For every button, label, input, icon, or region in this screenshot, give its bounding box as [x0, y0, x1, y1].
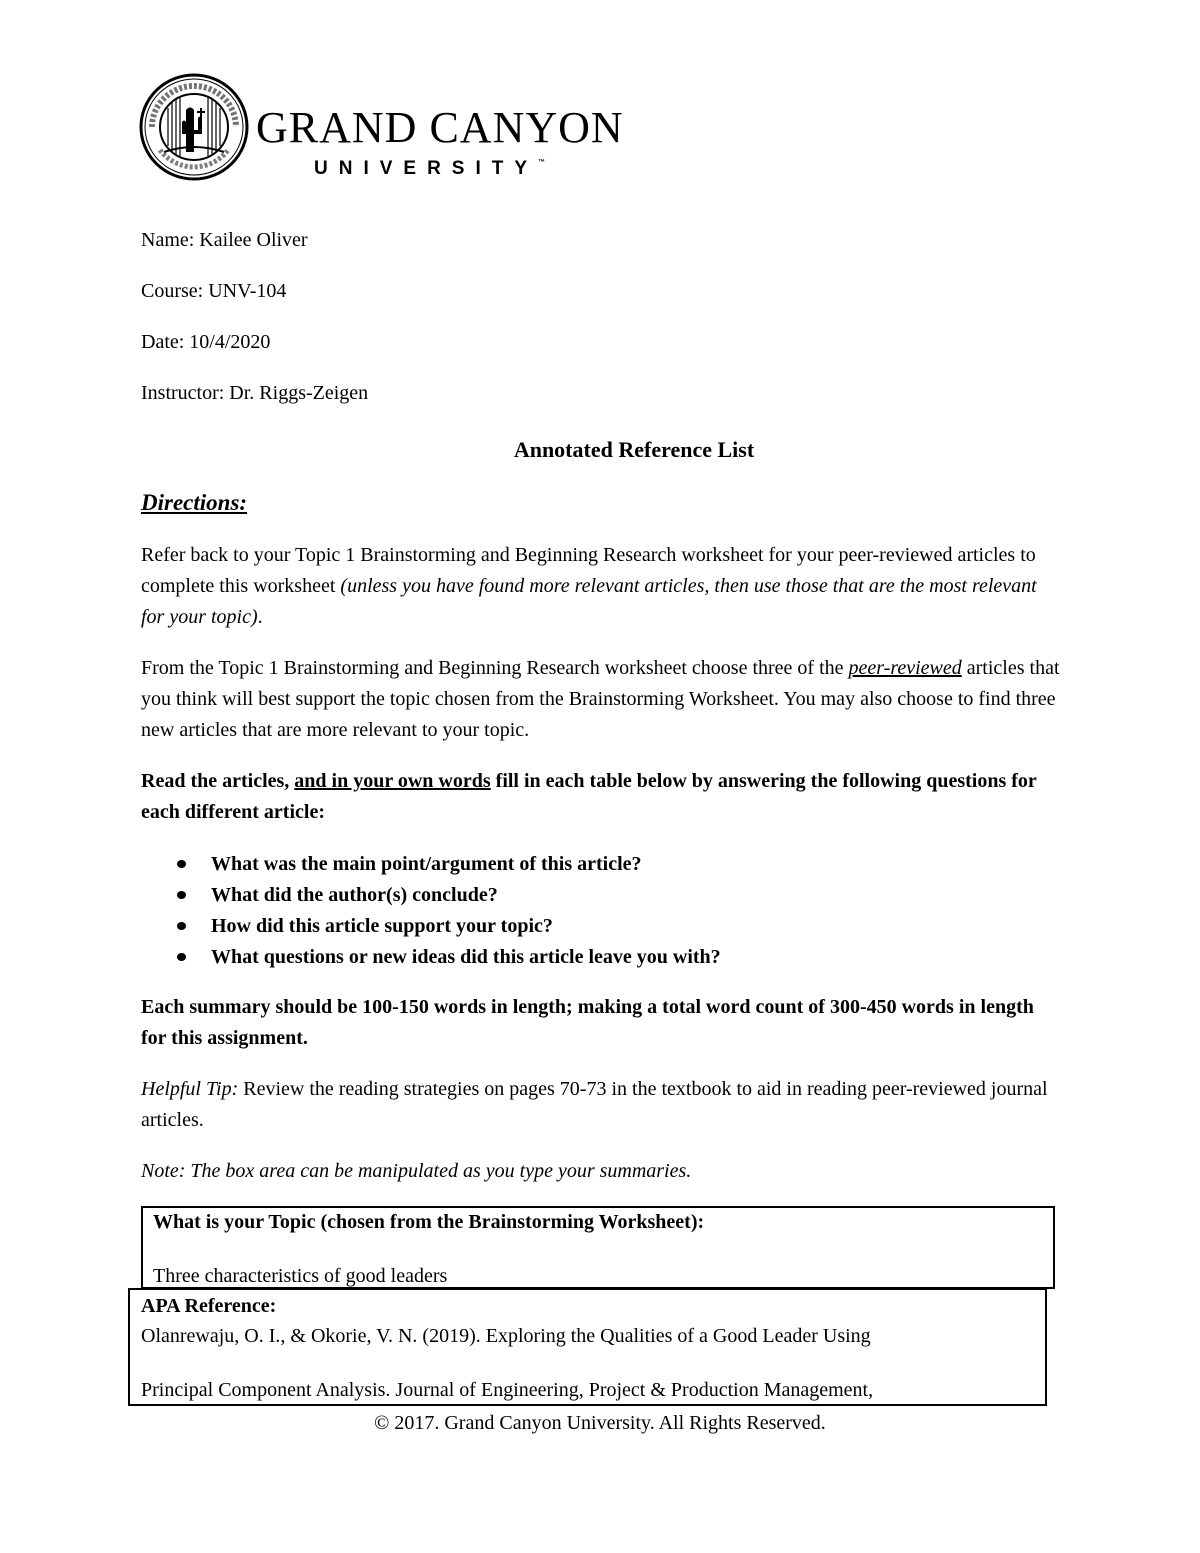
- copyright-footer: © 2017. Grand Canyon University. All Rights Reserved.: [374, 1412, 826, 1434]
- para3-underlined: and in your own words: [294, 770, 491, 792]
- list-item: [175, 880, 721, 911]
- bullet-icon: [177, 860, 186, 868]
- para2-text-b: articles that you think will best support the topic chosen from the Brainstorming Worksheet. You may also choose to find three new articles that are more relevant to your topic.: [141, 657, 1060, 741]
- topic-box[interactable]: [141, 1206, 1055, 1289]
- apa-reference-box[interactable]: [128, 1288, 1047, 1406]
- instructions-paragraph-3: [141, 766, 1061, 828]
- list-item: [175, 942, 721, 973]
- list-item: [175, 849, 721, 880]
- para3-text-b: fill in each table below by answering the following questions for each different article:: [141, 770, 1037, 823]
- instructions-paragraph-1: [141, 540, 1061, 633]
- instructor-name: Instructor: Dr. Riggs-Zeigen: [141, 382, 369, 404]
- logo-wordmark-main: GRAND CANYON: [256, 103, 624, 152]
- university-seal-icon: [138, 72, 250, 182]
- helpful-tip-label: Helpful Tip:: [141, 1078, 239, 1100]
- topic-question: What is your Topic (chosen from the Brainstorming Worksheet):: [153, 1211, 705, 1233]
- para2-text-a: From the Topic 1 Brainstorming and Beginning Research worksheet choose three of the: [141, 657, 849, 679]
- bullet-icon: [177, 891, 186, 899]
- question-text: What questions or new ideas did this article leave you with?: [211, 946, 721, 968]
- logo-wordmark-sub-text: UNIVERSITY: [314, 158, 539, 179]
- university-logo: [138, 72, 624, 182]
- course-code: Course: UNV-104: [141, 280, 287, 302]
- helpful-tip: [141, 1074, 1061, 1136]
- question-list: [175, 849, 721, 973]
- word-count-requirement: Each summary should be 100-150 words in length; making a total word count of 300-450 words in length for this assignment.: [141, 996, 1034, 1049]
- para1-italic: (unless you have found more relevant articles, then use those that are the most relevant for your topic): [141, 575, 1037, 628]
- apa-reference-line-1[interactable]: Olanrewaju, O. I., & Okorie, V. N. (2019). Exploring the Qualities of a Good Leader Using: [141, 1325, 871, 1347]
- para3-text-a: Read the articles,: [141, 770, 295, 792]
- note-text: Note: The box area can be manipulated as you type your summaries.: [141, 1160, 692, 1182]
- helpful-tip-text: Review the reading strategies on pages 70-73 in the textbook to aid in reading peer-reviewed journal articles.: [141, 1078, 1048, 1131]
- document-title: Annotated Reference List: [513, 437, 755, 462]
- submission-date: Date: 10/4/2020: [141, 331, 271, 353]
- student-name: Name: Kailee Oliver: [141, 229, 308, 251]
- list-item: [175, 911, 721, 942]
- apa-reference-line-2[interactable]: Principal Component Analysis. Journal of Engineering, Project & Production Management,: [141, 1379, 874, 1401]
- question-text: What was the main point/argument of this article?: [211, 853, 642, 875]
- directions-heading: Directions:: [141, 490, 248, 515]
- bullet-icon: [177, 953, 186, 961]
- trademark-symbol: ™: [538, 159, 546, 166]
- question-text: How did this article support your topic?: [211, 915, 553, 937]
- bullet-icon: [177, 922, 186, 930]
- question-text: What did the author(s) conclude?: [211, 884, 498, 906]
- para1-text: Refer back to your Topic 1 Brainstorming and Beginning Research worksheet for your peer-reviewed articles to complete this worksheet: [141, 544, 1036, 597]
- instructions-paragraph-2: [141, 653, 1061, 746]
- logo-wordmark-sub: [314, 159, 545, 178]
- para1-end: .: [257, 606, 263, 628]
- topic-answer[interactable]: Three characteristics of good leaders: [153, 1265, 448, 1287]
- apa-heading: APA Reference:: [141, 1295, 277, 1317]
- para2-emphasis: peer-reviewed: [848, 657, 962, 679]
